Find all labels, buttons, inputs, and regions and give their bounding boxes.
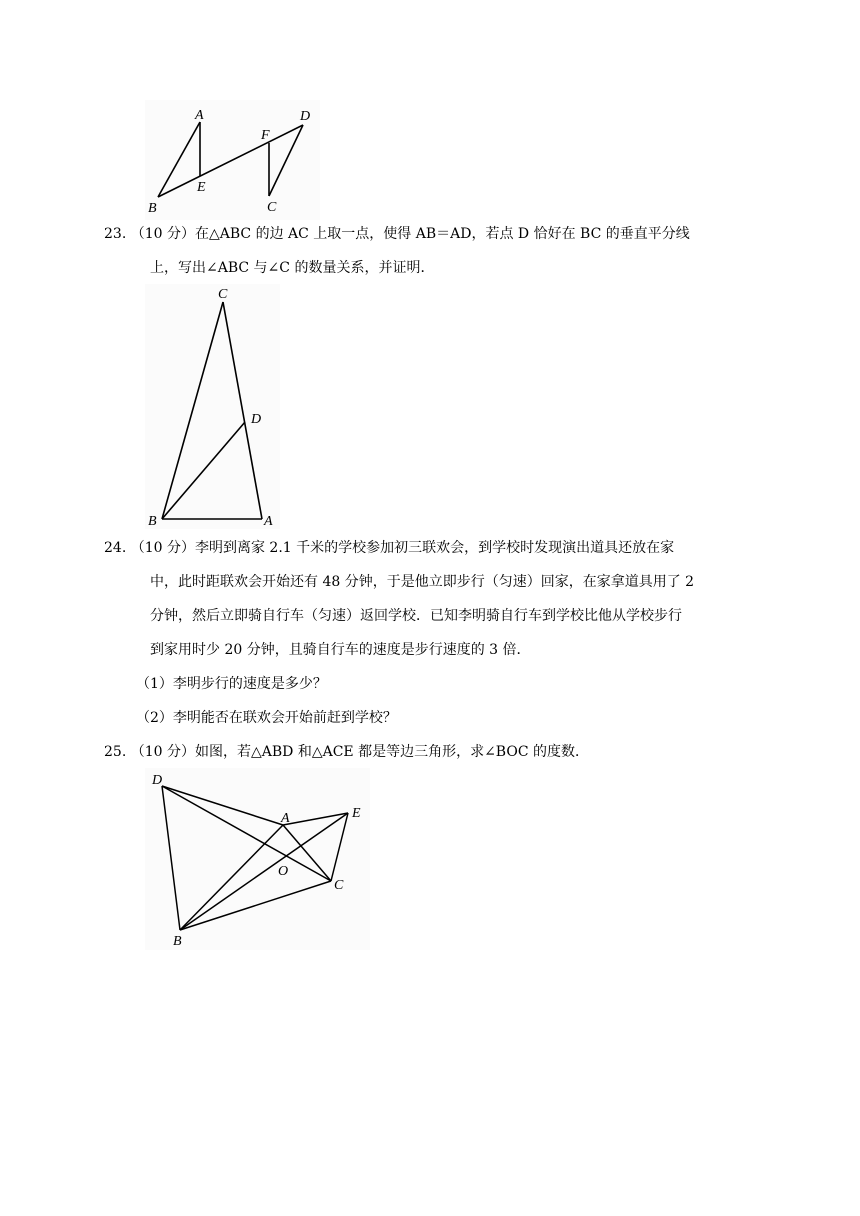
label-b: B	[148, 514, 157, 529]
label-f: F	[261, 128, 270, 143]
figure-q23	[145, 284, 280, 529]
label-a: A	[195, 108, 204, 123]
label-a: A	[281, 811, 290, 826]
label-e: E	[352, 806, 361, 821]
q25-line1	[104, 742, 589, 762]
q24-line1	[104, 538, 674, 558]
q24-line2	[150, 572, 694, 592]
label-d: D	[152, 773, 163, 788]
figure-background	[145, 284, 280, 529]
label-c: C	[334, 878, 344, 893]
q23-line2	[150, 258, 434, 278]
label-e: E	[197, 180, 206, 195]
figure-q22	[145, 100, 320, 220]
q24-sub1-text: （1）李明步行的速度是多少？	[136, 676, 327, 692]
q23-text-2: 上，写出∠ABC 与∠C 的数量关系，并证明．	[150, 260, 435, 276]
q24-text-1: （10 分）李明到离家 2.1 千米的学校参加初三联欢会，到学校时发现演出道具还放在家	[130, 540, 675, 556]
q24-line4	[150, 640, 531, 660]
q24-text-2: 中，此时距联欢会开始还有 48 分钟，于是他立即步行（匀速）回家，在家拿道具用了 2	[150, 574, 695, 590]
label-o: O	[278, 864, 289, 879]
label-b: B	[173, 934, 182, 949]
q24-number: 24.	[104, 540, 127, 556]
q23-text-1: （10 分）在△ABC 的边 AC 上取一点，使得 AB＝AD，若点 D 恰好在 BC 的垂直平分线	[130, 226, 690, 242]
q24-line3	[150, 606, 682, 626]
label-a: A	[264, 514, 273, 529]
q24-sub2-text: （2）李明能否在联欢会开始前赶到学校？	[136, 710, 397, 726]
label-c: C	[218, 287, 228, 302]
q24-sub2	[136, 708, 397, 728]
q25-text-1: （10 分）如图，若△ABD 和△ACE 都是等边三角形，求∠BOC 的度数．	[130, 744, 589, 760]
q24-text-3: 分钟，然后立即骑自行车（匀速）返回学校．已知李明骑自行车到学校比他从学校步行	[150, 608, 682, 624]
figure-q25	[145, 768, 370, 950]
q23-line1	[104, 224, 690, 244]
q24-sub1	[136, 674, 327, 694]
q24-text-4: 到家用时少 20 分钟，且骑自行车的速度是步行速度的 3 倍．	[150, 642, 531, 658]
label-b: B	[148, 201, 157, 216]
label-c: C	[267, 200, 277, 215]
q23-number: 23.	[104, 226, 127, 242]
label-d: D	[251, 412, 262, 427]
label-d: D	[300, 109, 311, 124]
q25-number: 25.	[104, 744, 127, 760]
